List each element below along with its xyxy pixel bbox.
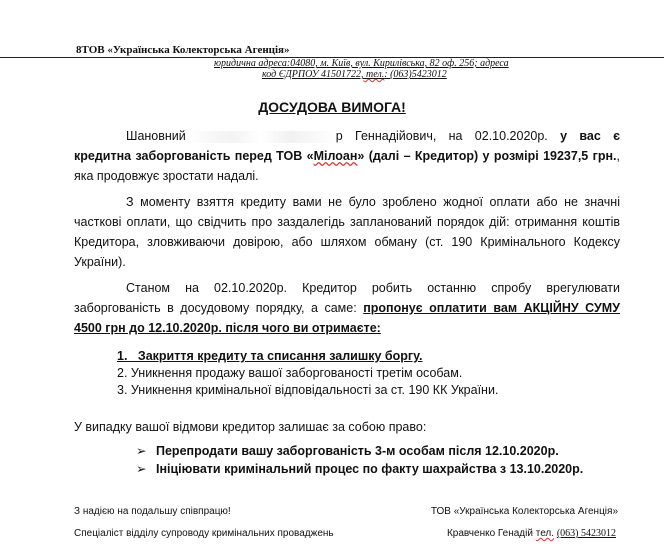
list-text: Уникнення кримінальної відповідальності за ст. 190 КК України.: [130, 383, 499, 397]
rights-list: [136, 442, 664, 478]
list-text: Уникнення продажу вашої заборгованості третім особам.: [130, 366, 463, 380]
header-registry-code: [262, 69, 664, 80]
greeting: Шановний: [126, 129, 186, 143]
header-company-name: 8ТОВ «Українська Колекторська Агенція»: [76, 44, 290, 56]
signer-tel-value: (063) 5423012: [556, 528, 616, 539]
header-tel-value: : (063)5423012: [384, 69, 447, 80]
arrow-bullet-icon: ➢: [136, 462, 147, 476]
fraud-text: З моменту взяття кредиту вами не було зроблено жодної оплати або не значні часткові оплати, що свідчить про заздалегідь запланований порядок дій: отримання коштів Кредитора, зловживаючи довірою, або шляхом обману (ст. 190 Кримінального Кодексу України).: [74, 195, 620, 269]
signature-block: [0, 506, 664, 554]
signer-position: Спеціаліст відділу супроводу кримінальних проваджень: [74, 528, 334, 539]
letterhead: [0, 0, 664, 80]
document-title: ДОСУДОВА ВИМОГА!: [258, 99, 406, 115]
redacted-name: [186, 131, 336, 143]
creditor-name: Мілоан: [313, 149, 358, 163]
rights-text: Перепродати вашу заборгованість 3-м особам після 12.10.2020р.: [156, 444, 559, 458]
paragraph-offer: [74, 278, 620, 338]
list-item: [117, 348, 664, 365]
rights-text: Ініціювати кримінальний процес по факту шахрайства з 13.10.2020р.: [156, 462, 584, 476]
signer-tel-label: тел.: [535, 528, 555, 539]
paragraph-fraud: [74, 192, 620, 272]
list-number: 1.: [117, 349, 128, 363]
list-item: [117, 382, 664, 399]
header-tel-label: тел.: [363, 69, 385, 80]
offer-terms: пропонує оплатити вам АКЦІЙНУ СУМУ 4500 грн до 12.10.2020р. після чого ви отримаєте:: [74, 301, 620, 335]
debt-rest: , яка продовжує зростати надалі.: [74, 149, 620, 183]
debt-amount: » (далі – Кредитор) у розмірі 19237,5 грн.: [357, 149, 617, 163]
list-number: 2.: [117, 366, 128, 380]
list-number: 3.: [117, 383, 128, 397]
name-tail: р Геннадійович, на 02.10.2020р.: [335, 129, 548, 143]
closing-line: З надією на подальшу співпрацю!: [74, 506, 231, 517]
signer-contact: [447, 528, 616, 540]
refusal-statement: У випадку вашої відмови кредитор залишає за собою право:: [74, 420, 427, 434]
footer-company: ТОВ «Українська Колекторська Агенція»: [430, 506, 618, 517]
list-item: [117, 365, 664, 382]
rights-item: [136, 442, 664, 460]
debt-statement: у вас є кредитна заборгованість перед ТОВ «: [74, 129, 621, 163]
arrow-bullet-icon: ➢: [136, 444, 147, 458]
registry-code-value: 41501722,: [318, 69, 364, 80]
benefits-list: [117, 348, 664, 399]
signer-name: Кравченко Генадій: [446, 528, 533, 539]
list-text: Закриття кредиту та списання залишку боргу.: [137, 349, 423, 363]
rights-item: [136, 460, 664, 478]
header-address: юридична адреса:04080, м. Київ, вул. Кирилівська, 82 оф. 256; адреса: [214, 58, 509, 69]
paragraph-debt: [74, 126, 620, 186]
registry-code-label: код ЄДРПОУ: [262, 69, 319, 80]
offer-intro: Станом на 02.10.2020р. Кредитор робить останню спробу врегулювати заборгованість в досудовому порядку, а саме:: [74, 281, 620, 315]
